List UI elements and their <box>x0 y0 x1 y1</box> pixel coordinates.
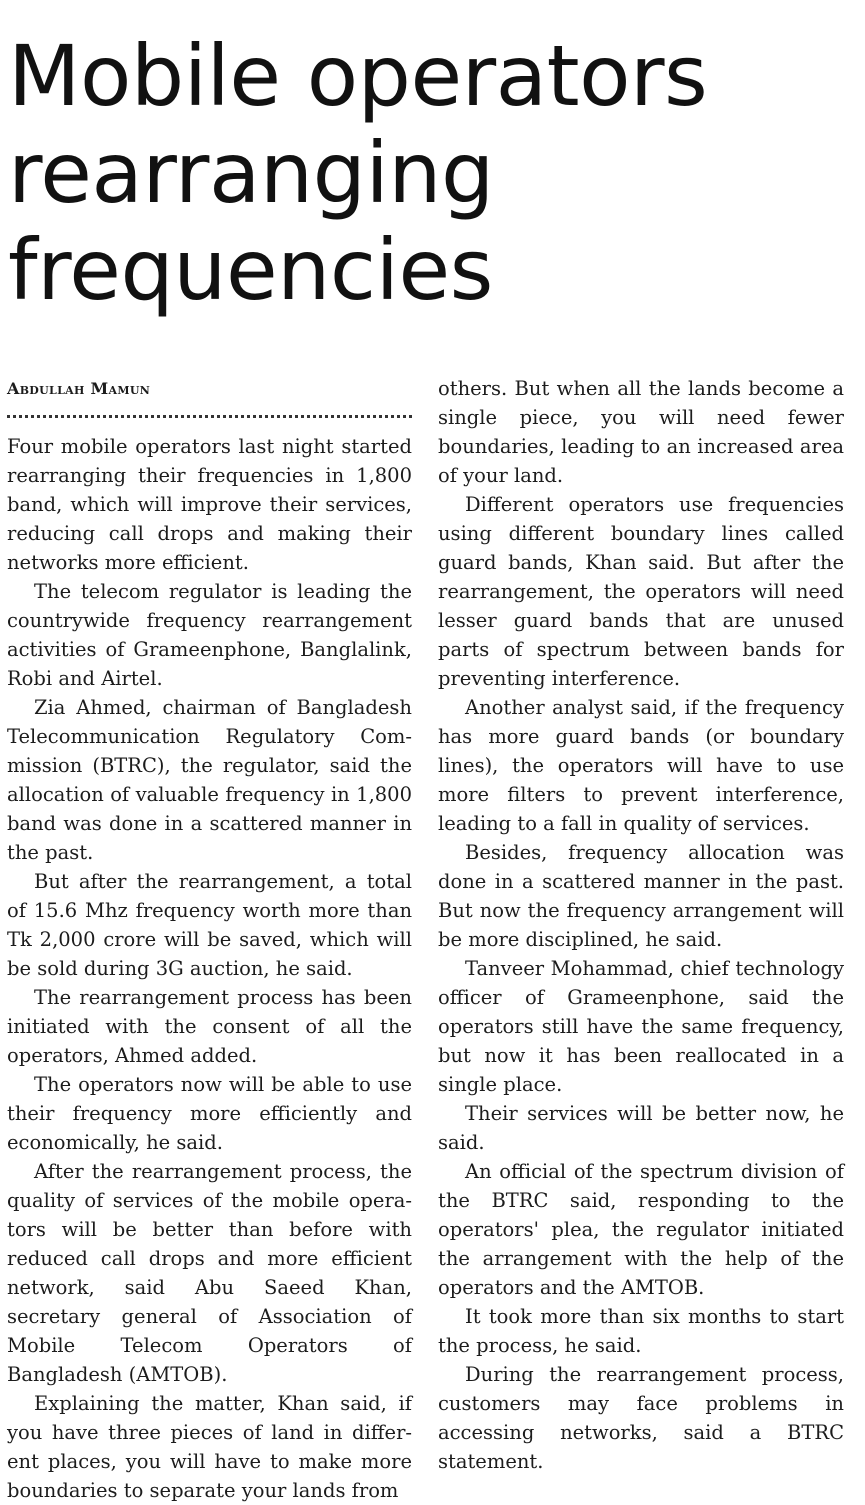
headline: Mobile operators rearranging frequencies <box>8 27 708 319</box>
right-column <box>438 374 844 1476</box>
paragraph: Four mobile operators last night started rearranging their frequencies in 1,800 band, which will improve their services, reducing call drops and making their networks more efficient. <box>7 435 412 574</box>
paragraph: others. But when all the lands become a single piece, you will need fewer boundaries, leading to an increased area of your land. <box>438 377 844 487</box>
paragraph: After the rearrangement process, the quality of services of the mobile operators will be better than before with reduced call drops and more efficient network, said Abu Saeed Khan, secretary general of Association of Mobile Telecom Operators of Bangladesh (AMTOB). <box>7 1160 412 1386</box>
paragraph: But after the rearrangement, a total of 15.6 Mhz frequency worth more than Tk 2,000 crore will be saved, which will be sold during 3G auction, he said. <box>7 870 412 980</box>
paragraph: Tanveer Mohammad, chief technology officer of Grameenphone, said the operators still have the same frequency, but now it has been reallocated in a single place. <box>438 957 844 1096</box>
paragraph: Another analyst said, if the frequency has more guard bands (or boundary lines), the operators will have to use more filters to prevent interference, leading to a fall in quality of services. <box>438 696 844 835</box>
paragraph: Their services will be better now, he said. <box>438 1102 844 1154</box>
paragraph: Besides, frequency allocation was done in a scattered manner in the past. But now the frequency arrangement will be more disciplined, he said. <box>438 841 844 951</box>
paragraph: An official of the spectrum division of the BTRC said, responding to the operators' plea, the regulator initiated the arrangement with the help of the operators and the AMTOB. <box>438 1160 844 1299</box>
paragraph: Explaining the matter, Khan said, if you have three pieces of land in different places, you will have to make more boundaries to separate your lands from <box>7 1392 412 1502</box>
paragraph: The operators now will be able to use their frequency more efficiently and economically, he said. <box>7 1073 412 1154</box>
paragraph: Zia Ahmed, chairman of Bangladesh Telecommunication Regulatory Commission (BTRC), the regulator, said the allocation of valuable frequency in 1,800 band was done in a scattered manner in the past. <box>7 696 412 864</box>
paragraph: The rearrangement process has been initiated with the consent of all the operators, Ahmed added. <box>7 986 412 1067</box>
byline: Abdullah Mamun <box>7 379 151 398</box>
left-column <box>7 374 412 1505</box>
paragraph: The telecom regulator is leading the countrywide frequency rearrangement activities of Grameenphone, Banglalink, Robi and Airtel. <box>7 580 412 690</box>
paragraph: Different operators use frequencies using different boundary lines called guard bands, Khan said. But after the rearrangement, the operators will need lesser guard bands that are unused parts of spectrum between bands for preventing interference. <box>438 493 844 690</box>
dotted-divider <box>7 403 412 432</box>
paragraph: During the rearrangement process, customers may face problems in accessing networks, said a BTRC statement. <box>438 1363 844 1473</box>
paragraph: It took more than six months to start the process, he said. <box>438 1305 844 1357</box>
